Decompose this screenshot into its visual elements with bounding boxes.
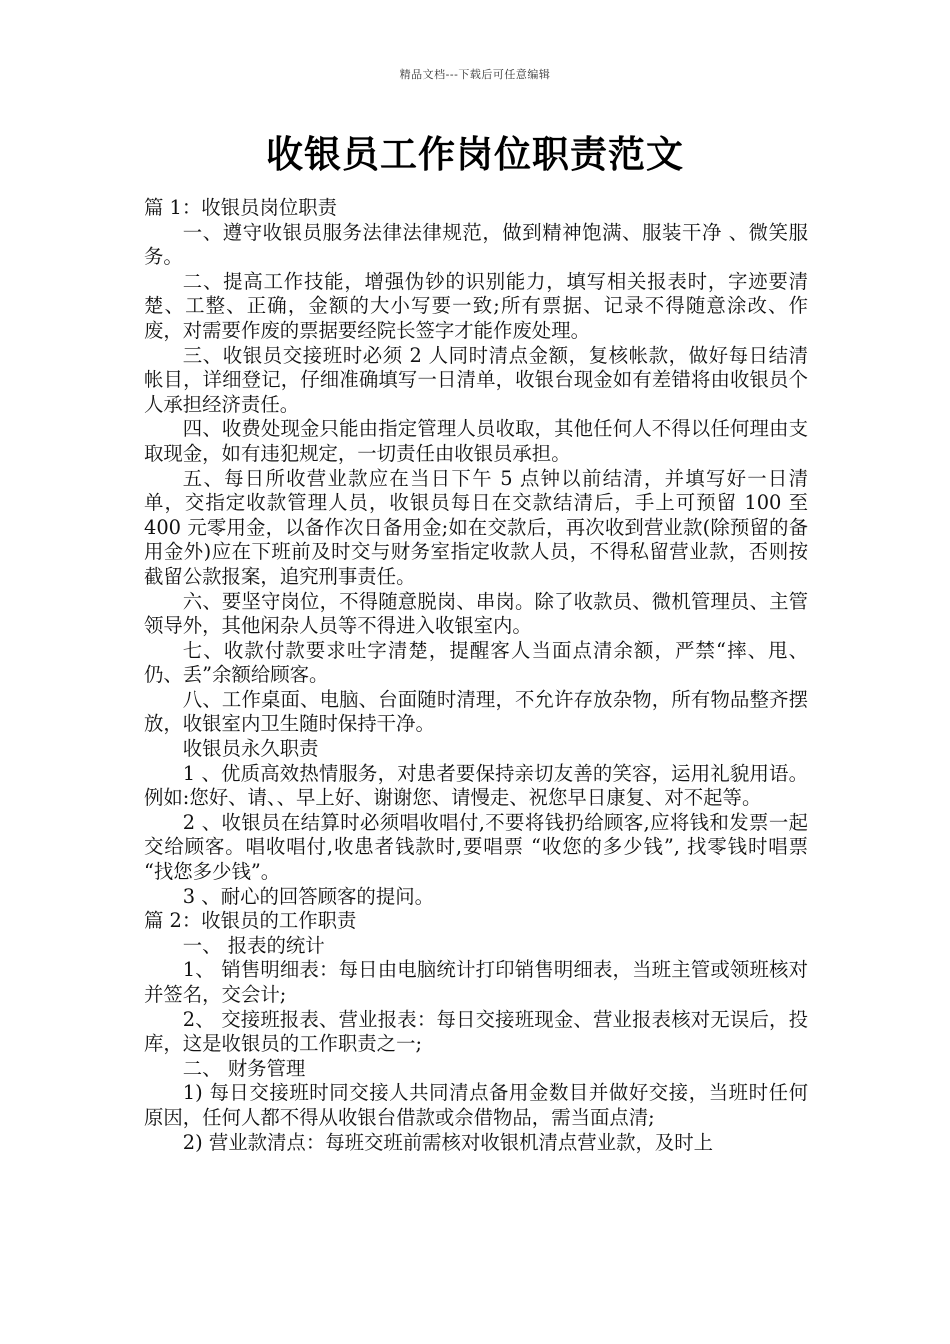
subsection-heading: 一、 报表的统计	[182, 933, 325, 957]
paragraph: 2 、收银员在结算时必须唱收唱付,不要将钱扔给顾客,应将钱和发票一起交给顾客。唱收唱付,收患者钱款时,要唱票 “收您的多少钱”, 找零钱时唱票 “找您多少钱”。	[144, 810, 808, 884]
document-title: 收银员工作岗位职责范文	[266, 133, 684, 176]
paragraph: 四、收费处现金只能由指定管理人员收取，其他任何人不得以任何理由支取现金，如有违犯规定，一切责任由收银员承担。	[144, 417, 808, 465]
paragraph: 2、 交接班报表、营业报表：每日交接班现金、营业报表核对无误后，投库，这是收银员的工作职责之一;	[144, 1007, 808, 1056]
paragraph: 1、 销售明细表：每日由电脑统计打印销售明细表，当班主管或领班核对并签名，交会计;	[144, 958, 808, 1006]
paragraph: 六、要坚守岗位，不得随意脱岗、串岗。除了收款员、微机管理员、主管领导外，其他闲杂人员等不得进入收银室内。	[144, 589, 808, 638]
paragraph: 一、遵守收银员服务法律法律规范，做到精神饱满、服装干净 、微笑服务。	[144, 220, 808, 269]
header-note: 精品文档---下载后可任意编辑	[399, 68, 551, 81]
paragraph: 3 、耐心的回答顾客的提问。	[182, 884, 434, 908]
paragraph: 八、工作桌面、电脑、台面随时清理，不允许存放杂物，所有物品整齐摆放，收银室内卫生随时保持干净。	[144, 687, 808, 736]
paragraph: 1 、优质高效热情服务，对患者要保持亲切友善的笑容，运用礼貌用语。例如:您好、请、、早上好、谢谢您、请慢走、祝您早日康复、对不起等。	[144, 761, 808, 810]
paragraph: 三、收银员交接班时必须 2 人同时清点金额，复核帐款，做好每日结清帐目，详细登记，仔细准确填写一日清单，收银台现金如有差错将由收银员个人承担经济责任。	[144, 343, 808, 416]
section-heading: 篇 1：收银员岗位职责	[144, 196, 338, 219]
paragraph: 二、提高工作技能，增强伪钞的识别能力，填写相关报表时，字迹要清楚、工整、正确，金额的大小写要一致;所有票据、记录不得随意涂改、作废，对需要作废的票据要经院长签字才能作废处理。	[144, 269, 808, 342]
document-body	[144, 196, 808, 1155]
paragraph: 1) 每日交接班时同交接人共同清点备用金数目并做好交接，当班时任何原因，任何人都不得从收银台借款或佘借物品，需当面点清;	[144, 1081, 808, 1129]
paragraph: 2) 营业款清点：每班交班前需核对收银机清点营业款，及时上	[182, 1130, 714, 1154]
subsection-heading: 收银员永久职责	[182, 737, 319, 761]
paragraph: 五、每日所收营业款应在当日下午 5 点钟以前结清，并填写好一日清单，交指定收款管理人员，收银员每日在交款结清后，手上可预留 100 至 400 元零用金，以备作次日备用金;如在交款后，再次收到营业款(除预留的备用金外)应在下班前及时交与财务室指定收款人员，不得私留营业款，否则按截留公款报案，追究刑事责任。	[144, 466, 808, 588]
subsection-heading: 二、 财务管理	[182, 1056, 306, 1080]
paragraph: 七、收款付款要求吐字清楚，提醒客人当面点清余额，严禁“摔、甩、仍、丢”余额给顾客。	[144, 638, 808, 687]
section-heading: 篇 2：收银员的工作职责	[144, 909, 357, 933]
